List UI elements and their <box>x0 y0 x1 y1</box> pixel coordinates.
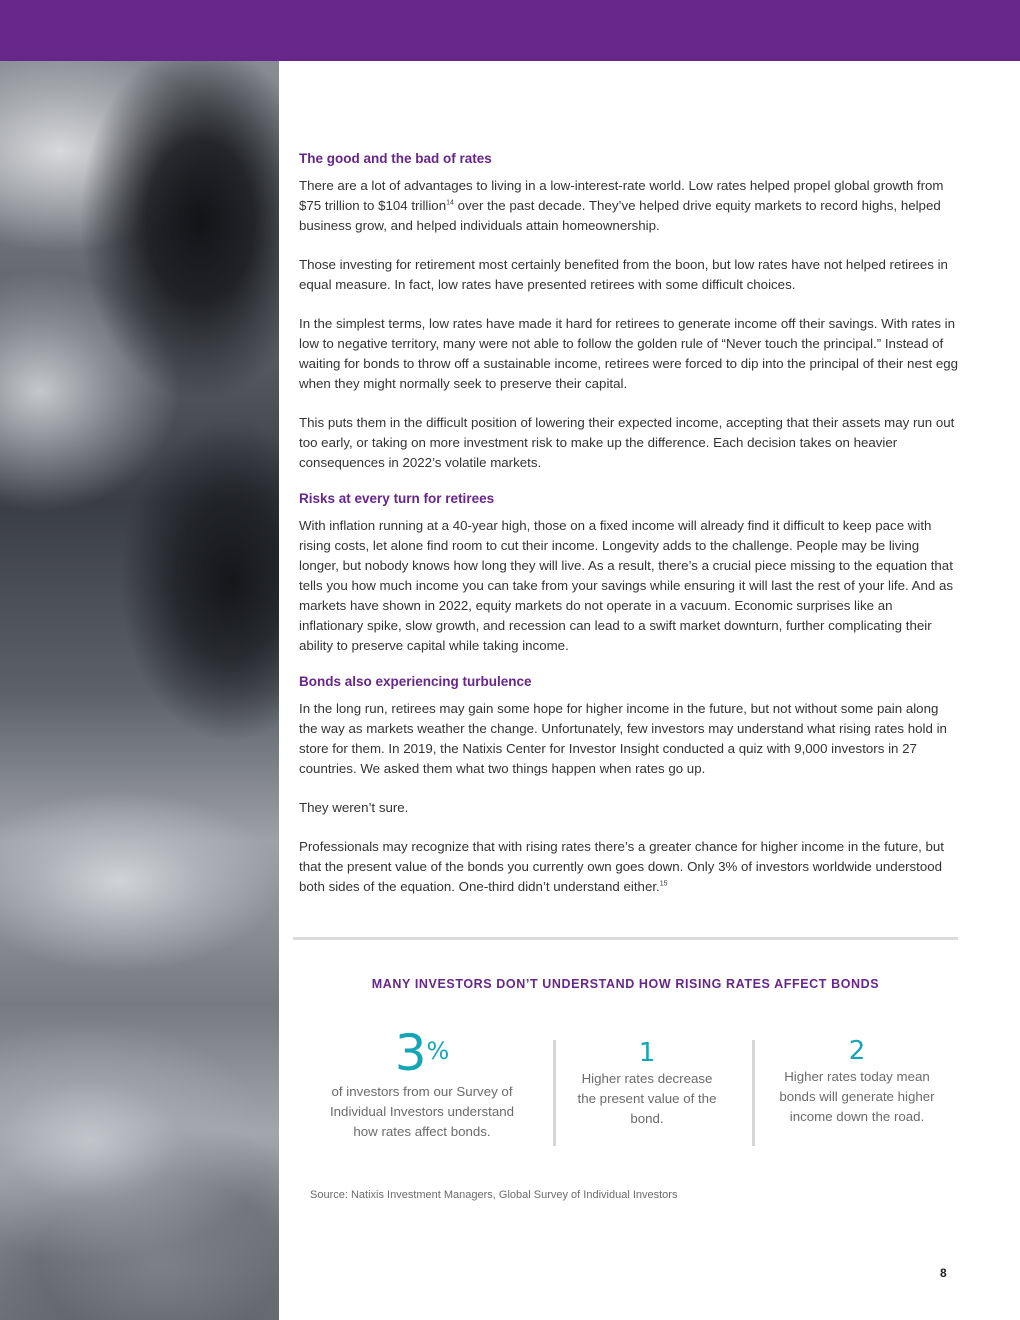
paragraph: Professionals may recognize that with rising rates there’s a greater chance for higher income in the future, but that the present value of the bonds you currently own goes down. Only 3% of investors worldwide understood both sides of the equation. One-third didn’t understand either.$^{15}$ <box>299 839 944 894</box>
footnote-ref[interactable]: 14 <box>446 199 454 207</box>
stat-divider <box>752 1040 755 1146</box>
paragraph: This puts them in the difficult position of lowering their expected income, accepting that their assets may run out too early, or taking on more investment risk to make up the difference. Each decision takes on heavier consequences in 2022’s volatile markets. <box>299 415 955 470</box>
callout-divider <box>293 937 958 940</box>
stat-3-percent <box>317 1024 527 1142</box>
paragraph: There are a lot of advantages to living in a low-interest-rate world. Low rates helped propel global growth from $75 trillion to $104 trillion$^{14}$ over the past decade. They’ve helped drive equity markets to record highs, helped business grow, and helped individuals attain homeownership. <box>299 178 944 233</box>
stat-value: 2 <box>848 1036 866 1066</box>
article-body <box>299 150 959 916</box>
paragraph: In the simplest terms, low rates have made it hard for retirees to generate income off their savings. With rates in low to negative territory, many were not able to follow the golden rule of “Never touch the principal.” Instead of waiting for bonds to throw off a sustainable income, retirees were forced to dip into the principal of their nest egg when they might normally seek to preserve their capital. <box>299 316 959 391</box>
page-number: 8 <box>940 1266 947 1280</box>
stat-2 <box>768 1035 946 1127</box>
paragraph: They weren’t sure. <box>299 800 409 815</box>
paragraph: Those investing for retirement most certainly benefited from the boon, but low rates have not helped retirees in equal measure. In fact, low rates have presented retirees with some difficult choices. <box>299 257 948 292</box>
callout-title: MANY INVESTORS DON’T UNDERSTAND HOW RISING RATES AFFECT BONDS <box>371 977 880 991</box>
stat-value: 3% <box>394 1024 450 1082</box>
stat-description: Higher rates decrease the present value of the bond. <box>577 1071 717 1126</box>
section-heading: The good and the bad of rates <box>299 151 492 166</box>
section-heading: Bonds also experiencing turbulence <box>299 674 532 689</box>
paragraph: With inflation running at a 40-year high, those on a fixed income will already find it difficult to keep pace with rising costs, let alone find room to cut their income. Longevity adds to the challenge. People may be living longer, but nobody knows how long they will live. As a result, there’s a crucial piece missing to the equation that tells you how much income you can take from your savings while ensuring it will last the rest of your life. And as markets have shown in 2022, equity markets do not operate in a vacuum. Economic surprises like an inflationary spike, slow growth, and recession can lead to a swift market downturn, further complicating their ability to preserve capital while taking income. <box>299 518 954 653</box>
storm-clouds-image <box>0 61 279 1320</box>
stat-value: 1 <box>638 1038 656 1068</box>
stat-description: Higher rates today mean bonds will generate higher income down the road. <box>779 1069 935 1124</box>
stat-description: of investors from our Survey of Individual Investors understand how rates affect bonds. <box>329 1084 515 1139</box>
paragraph: In the long run, retirees may gain some hope for higher income in the future, but not without some pain along the way as markets weather the change. Unfortunately, few investors may understand what rising rates hold in store for them. In 2019, the Natixis Center for Investor Insight conducted a quiz with 9,000 investors in 27 countries. We asked them what two things happen when rates go up. <box>299 701 947 776</box>
stat-1 <box>572 1037 722 1129</box>
stat-divider <box>553 1040 556 1146</box>
section-heading: Risks at every turn for retirees <box>299 491 495 506</box>
source-note: Source: Natixis Investment Managers, Global Survey of Individual Investors <box>310 1189 678 1201</box>
footnote-ref[interactable]: 15 <box>659 880 668 888</box>
header-band <box>0 0 1020 61</box>
